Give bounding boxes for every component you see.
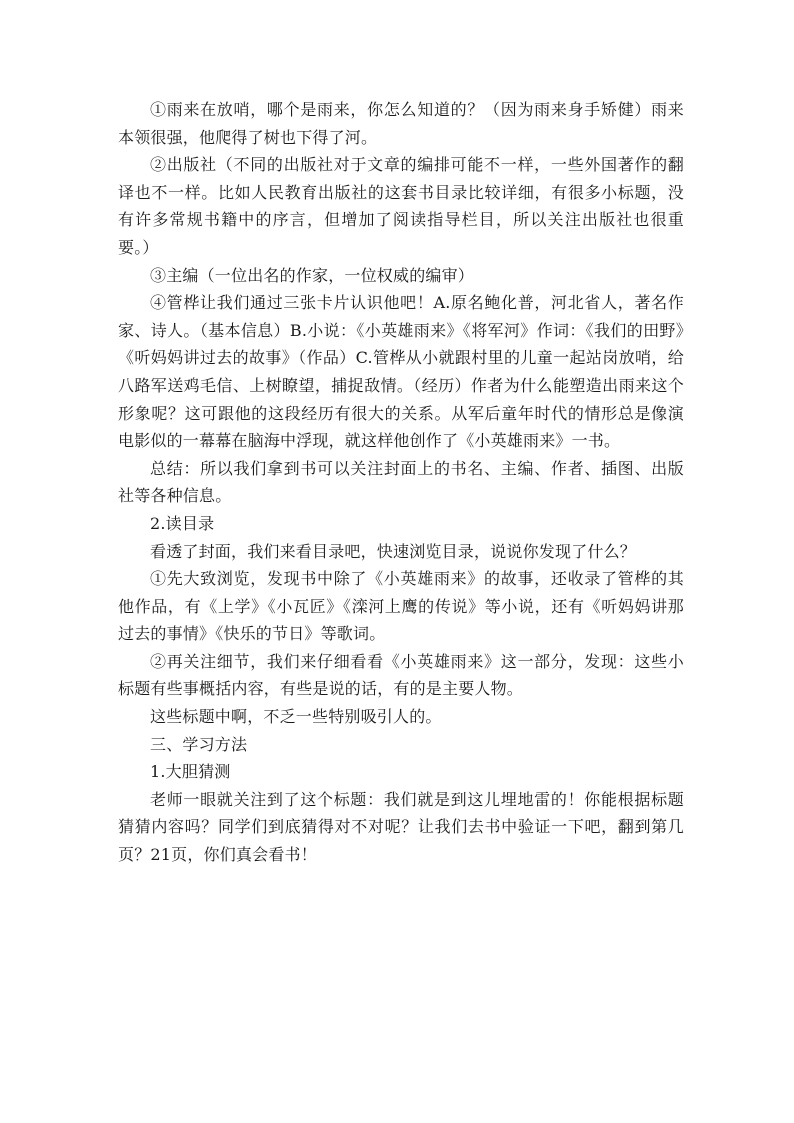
paragraph-contents-intro: 看透了封面，我们来看目录吧，快速浏览目录，说说你发现了什么？ bbox=[150, 541, 637, 561]
section-heading-learning-methods: 三、学习方法 bbox=[150, 734, 248, 754]
paragraph-yulai-lookout: ①雨来在放哨，哪个是雨来，你怎么知道的？（因为雨来身手矫健）雨来本领很强，他爬得了树也下得了河。 bbox=[118, 100, 684, 147]
paragraph-editor: ③主编（一位出名的作家，一位权威的编审） bbox=[150, 265, 475, 285]
paragraph-summary: 总结：所以我们拿到书可以关注封面上的书名、主编、作者、插图、出版社等各种信息。 bbox=[118, 458, 684, 506]
paragraph-contents-browse: ①先大致浏览，发现书中除了《小英雄雨来》的故事，还收录了管桦的其他作品，有《上学》《小瓦匠》《滦河上鹰的传说》等小说，还有《听妈妈讲那过去的事情》《快乐的节日》等歌词。 bbox=[118, 569, 684, 644]
paragraph-contents-details: ②再关注细节，我们来仔细看看《小英雄雨来》这一部分，发现：这些小标题有些事概括内容，有些是说的话，有的是主要人物。 bbox=[118, 651, 684, 699]
paragraph-guess-title: 老师一眼就关注到了这个标题：我们就是到这儿埋地雷的！你能根据标题猜猜内容吗？同学们到底猜得对不对呢？让我们去书中验证一下吧，翻到第几页？21页，你们真会看书！ bbox=[118, 789, 684, 865]
section-heading-read-contents: 2.读目录 bbox=[150, 513, 215, 533]
paragraph-author-guanhua: ④管桦让我们通过三张卡片认识他吧！A.原名鲍化普，河北省人，著名作家、诗人。（基本信息）B.小说：《小英雄雨来》《将军河》作词：《我们的田野》《听妈妈讲过去的故事》（作品）C.管桦从小就跟村里的儿童一起站岗放哨，给八路军送鸡毛信、上树瞭望，捕捉敌情。（经历）作者为什么能塑造出雨来这个形象呢？这可跟他的这段经历有很大的关系。从军后童年时代的情形总是像演电影似的一幕幕在脑海中浮现，就这样他创作了《小英雄雨来》一书。 bbox=[118, 293, 684, 451]
paragraph-publisher: ②出版社（不同的出版社对于文章的编排可能不一样，一些外国著作的翻译也不一样。比如人民教育出版社的这套书目录比较详细，有很多小标题，没有许多常规书籍中的序言，但增加了阅读指导栏目，所以关注出版社也很重要。） bbox=[118, 155, 684, 257]
document-body bbox=[118, 96, 684, 869]
paragraph-titles-attractive: 这些标题中啊，不乏一些特别吸引人的。 bbox=[150, 707, 442, 727]
section-heading-bold-guess: 1.大胆猜测 bbox=[150, 762, 231, 782]
